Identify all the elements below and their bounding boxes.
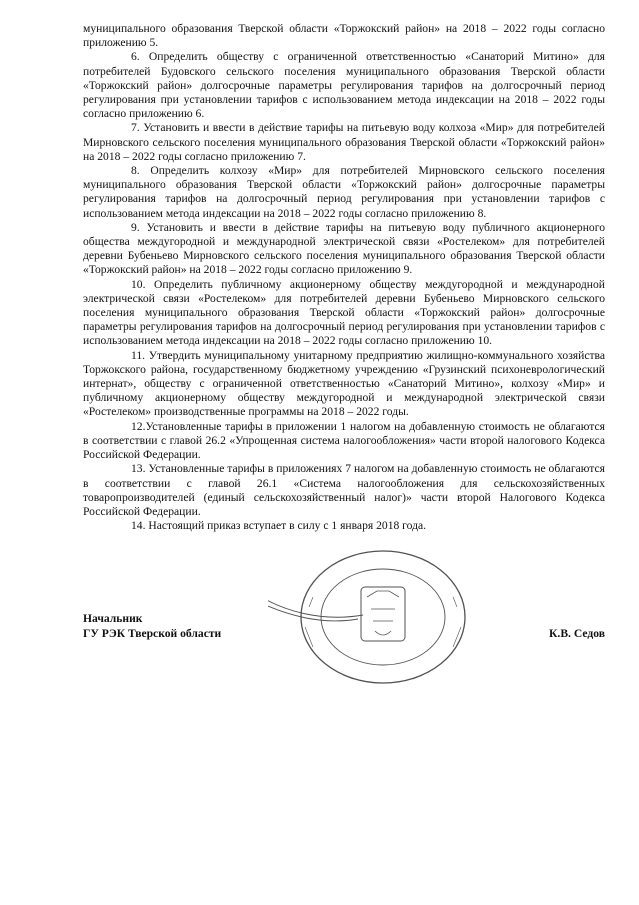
signature-block xyxy=(83,612,605,641)
paragraph-14: 14. Настоящий приказ вступает в силу с 1 января 2018 года. xyxy=(131,519,427,533)
signer-name: К.В. Седов xyxy=(549,626,605,640)
paragraph-6: 6. Определить обществу с ограниченной ответственностью «Санаторий Митино» для потребителей Будовского сельского поселения муниципального образования Тверской области «Торжокский район» долгосрочные параметры регулирования тарифов на долгосрочный период регулирования при установлении тарифов с использованием метода индексации на 2018 – 2022 годы согласно приложению 6. xyxy=(83,50,605,121)
paragraph-11: 11. Утвердить муниципальному унитарному предприятию жилищно-коммунального хозяйства Торжокского района, государственному бюджетному учреждению «Грузинский психоневрологический интернат», обществу с ограниченной ответственностью «Санаторий Митино», колхозу «Мир» и публичному акционерному обществу междугородной и международной электрической связи «Ростелеком» производственные программы на 2018 – 2022 годы. xyxy=(83,348,605,419)
paragraph-12: 12.Установленные тарифы в приложении 1 налогом на добавленную стоимость не облагаются в соответствии с главой 26.2 «Упрощенная система налогообложения» части второй налогового Кодекса Российской Федерации. xyxy=(83,419,605,462)
paragraph-8: 8. Определить колхозу «Мир» для потребителей Мирновского сельского поселения муниципального образования Тверской области «Торжокский район» долгосрочные параметры регулирования тарифов на долгосрочный период регулирования при установлении тарифов с использованием метода индексации на 2018 – 2022 годы согласно приложению 8. xyxy=(83,164,605,220)
paragraph-continuation: муниципального образования Тверской области «Торжокский район» на 2018 – 2022 годы согласно приложению 5. xyxy=(83,22,605,50)
paragraph-13: 13. Установленные тарифы в приложениях 7 налогом на добавленную стоимость не облагаются в соответствии с главой 26.1 «Система налогообложения для сельскохозяйственных товаропроизводителей (единый сельскохозяйственный налог)» части второй Налогового Кодекса Российской Федерации. xyxy=(83,462,605,518)
paragraph-9: 9. Установить и ввести в действие тарифы на питьевую воду публичного акционерного общества междугородной и международной электрической связи «Ростелеком» для потребителей деревни Бубеньево Мирновского сельского поселения муниципального образования Тверской области «Торжокский район» на 2018 – 2022 годы согласно приложению 9. xyxy=(83,220,605,277)
signer-position: Начальник xyxy=(83,612,143,625)
signer-organization: ГУ РЭК Тверской области xyxy=(83,626,222,640)
paragraph-7: 7. Установить и ввести в действие тарифы на питьевую воду колхоза «Мир» для потребителей Мирновского сельского поселения муниципального образования Тверской области «Торжокский район» на 2018 – 2022 годы согласно приложению 7. xyxy=(83,121,605,163)
document-body xyxy=(83,22,605,533)
paragraph-10: 10. Определить публичному акционерному обществу междугородной и международной электрической связи «Ростелеком» для потребителей деревни Бубеньево Мирновского сельского поселения муниципального образования Тверской области «Торжокский район» долгосрочные параметры регулирования тарифов на долгосрочный период регулирования при установлении тарифов с использованием метода индексации на 2018 – 2022 годы согласно приложению 10. xyxy=(83,277,605,348)
